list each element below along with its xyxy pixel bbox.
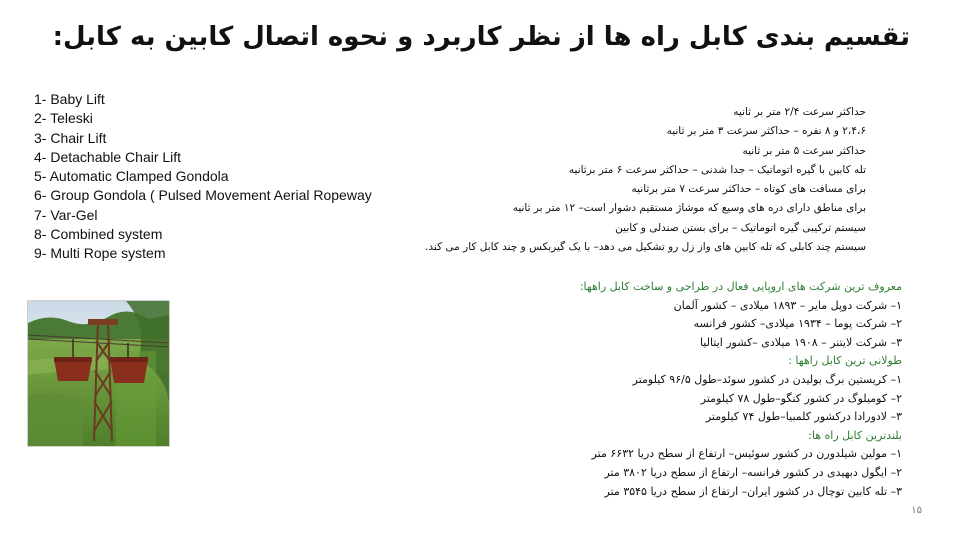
longest-item: ۳– لادورادا درکشور کلمبیا–طول ۷۴ کیلومتر (705, 410, 902, 424)
highest-item: ۳– تله کابین توچال در کشور ایران– ارتفاع از سطح دریا ۳۵۴۵ متر (604, 484, 902, 498)
highest-item: ۱– مولین شیلدورن در کشور سوئیس– ارتفاع از سطح دریا ۶۶۳۲ متر (591, 447, 902, 461)
list-item: 8- Combined system (34, 226, 163, 243)
list-item: 2- Teleski (34, 110, 93, 127)
description-line: سیستم ترکیبی گیره اتوماتیک – برای بستن صندلی و کابین (615, 221, 866, 234)
longest-item: ۲– کومیلوگ در کشور کنگو–طول ۷۸ کیلومتر (700, 391, 902, 405)
page-number: ۱۵ (911, 505, 922, 516)
slide-title: تقسیم بندی کابل راه ها از نظر کاربرد و نحوه اتصال کابین به کابل: (52, 22, 910, 52)
description-line: سیستم چند کابلی که تله کابین های واز زل رو تشکیل می دهد– با یک گیربکس و چند کابل کار می کند. (425, 241, 866, 254)
description-line: حداکثر سرعت ۵ متر بر ثانیه (742, 144, 866, 157)
list-item: 5- Automatic Clamped Gondola (34, 168, 229, 185)
cable-car-photo (27, 300, 170, 447)
company-item: ۱– شرکت دوپل مایر – ۱۸۹۳ میلادی – کشور آلمان (673, 298, 902, 312)
description-line: برای مسافت های کوتاه – حداکثر سرعت ۷ متر برثانیه (631, 183, 866, 196)
longest-item: ۱– کریستین برگ بولیدن در کشور سوئد–طول ۹۶/۵ کیلومتر (632, 372, 902, 386)
highest-heading: بلندترین کابل راه ها: (808, 428, 902, 442)
description-line: برای مناطق دارای دره های وسیع که موشاژ مستقیم دشوار است– ۱۲ متر بر ثانیه (512, 202, 866, 215)
companies-heading: معروف ترین شرکت های اروپایی فعال در طراحی و ساخت کابل راهها: (579, 280, 902, 293)
list-item: 3- Chair Lift (34, 129, 107, 146)
description-line: حداکثر سرعت ۲/۴ متر بر ثانیه (733, 106, 866, 118)
highest-item: ۲– ایگول دبهیدی در کشور فرانسه– ارتفاع از سطح دریا ۳۸۰۲ متر (604, 465, 902, 479)
description-line: تله کابین با گیره اتوماتیک – جدا شدنی – حداکثر سرعت ۶ متر برثانیه (568, 163, 866, 176)
list-item: 7- Var-Gel (34, 206, 98, 223)
list-item: 9- Multi Rope system (34, 245, 166, 262)
company-item: ۲– شرکت پوما – ۱۹۳۴ میلادی– کشور فرانسه (693, 317, 902, 331)
longest-heading: طولانی ترین کابل راهها : (788, 354, 902, 368)
company-item: ۳– شرکت لایتنر – ۱۹۰۸ میلادی –کشور ایتالیا (699, 335, 902, 349)
description-line: ۲،۴،۶ و ۸ نفره – حداکثر سرعت ۳ متر بر ثانیه (666, 125, 866, 138)
list-item: 4- Detachable Chair Lift (34, 148, 182, 165)
cable-car-facts (342, 278, 902, 501)
list-item: 6- Group Gondola ( Pulsed Movement Aerial Ropeway (34, 187, 372, 204)
lift-description-list (326, 103, 866, 257)
list-item: 1- Baby Lift (34, 91, 105, 107)
